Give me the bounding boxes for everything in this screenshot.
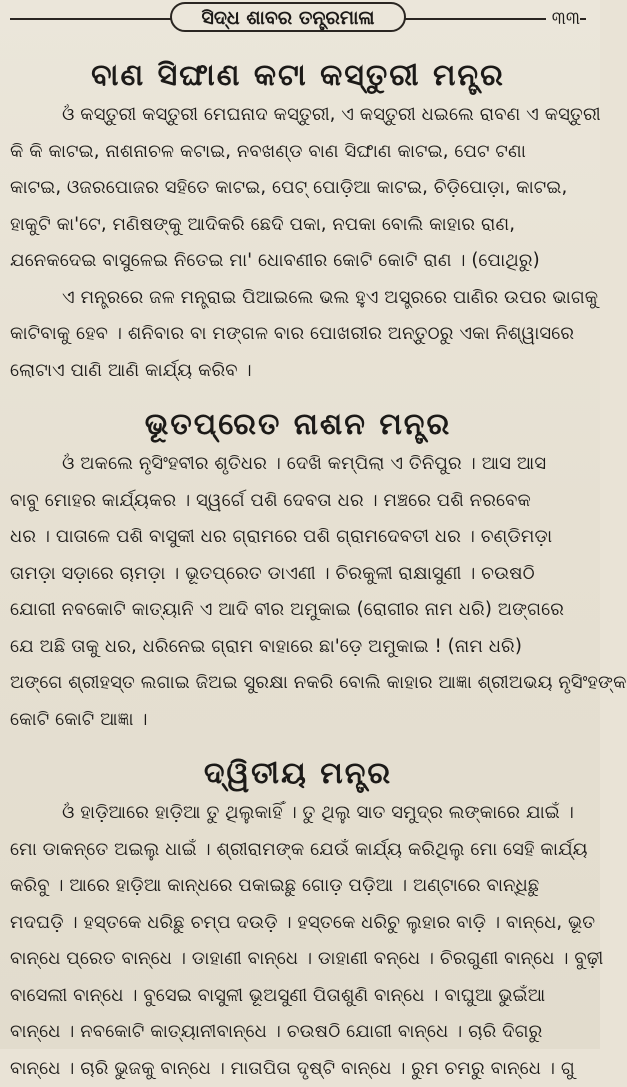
section-body-bana-singhana — [10, 97, 586, 389]
text-line: ଲୋଟାଏ ପାଣି ଆଣି କାର୍ଯ୍ୟ କରିବ । — [10, 353, 586, 390]
running-header — [10, 0, 586, 38]
section-body-bhutapreta — [10, 446, 586, 738]
text-line: ବାନ୍ଧେ ପ୍ରେତ ବାନ୍ଧେ । ଡାହାଣୀ ବାନ୍ଧେ । ଡାହାଣୀ ବନ୍ଧେ । ଚିରଗୁଣୀ ବାନ୍ଧେ । ବୁଢ଼ୀ — [10, 941, 586, 978]
text-line: କି କି କାଟଇ, ନାଶନାଚଳ କଟାଇ, ନବଖଣ୍ଡ ବାଣ ସିଙ୍ଘାଣ କାଟଇ, ପେଟ ଟଣା — [10, 134, 586, 171]
section-heading-bhutapreta: ଭୂତପ୍ରେତ ନାଶନ ମନ୍ତ୍ର — [10, 407, 586, 442]
text-line: କରିବୁ । ଆରେ ହାଡ଼ିଆ କାନ୍ଧରେ ପକାଇଛୁ ଗୋଡ଼ ପଡ଼ିଆ । ଅଣ୍ଟାରେ ବାନ୍ଧିଛୁ — [10, 868, 586, 905]
section-heading-bana-singhana: ବାଣ ସିଙ୍ଘାଣ କଟା କସ୍ତୁରୀ ମନ୍ତ୍ର — [10, 58, 586, 93]
text-line: କୋଟି କୋଟି ଆଜ୍ଞା । — [10, 702, 586, 739]
page-number: ୩୩ — [546, 8, 580, 29]
text-line: ଏ ମନ୍ତ୍ରରେ ଜଳ ମନ୍ତ୍ରାଇ ପିଆଇଲେ ଭଲ ହୁଏ ଅସ୍ତ୍ରରେ ପାଣିର ଉପର ଭାଗକୁ — [10, 280, 586, 317]
text-line: କାଟିବାକୁ ହେବ । ଶନିବାର ବା ମଙ୍ଗଳ ବାର ପୋଖରୀର ଅନ୍ତୁଠରୁ ଏକା ନିଶ୍ୱାସରେ — [10, 316, 586, 353]
text-line: ବାନ୍ଧେ । ନବକୋଟି କାତ୍ୟାନୀବାନ୍ଧେ । ଚଉଷଠି ଯୋଗୀ ବାନ୍ଧେ । ଚାରି ଦିଗରୁ — [10, 1014, 586, 1051]
text-line: ଓଁ ଅକଲେ ନୃସିଂହବୀର ଶୃତିଧର । ଦେଖି କମ୍ପିଲା ଏ ତିନିପୁର । ଆସ ଆସ — [10, 446, 586, 483]
text-line: ଯନେକଦେଇ ବାସୁଳେଇ ନିତେଇ ମା' ଧୋବଣୀର କୋଟି କୋଟି ରାଣ । (ପୋଥିରୁ) — [10, 243, 586, 280]
section-heading-dwitiya: ଦ୍ୱିତୀୟ ମନ୍ତ୍ର — [10, 756, 586, 791]
text-line: ବାନ୍ଧେ । ଚାରି ଭୁଜକୁ ବାନ୍ଧେ । ମାତାପିତା ଦୃଷ୍ଟି ବାନ୍ଧେ । ରୁମ ଚମରୁ ବାନ୍ଧେ । ଗୁ — [10, 1051, 586, 1087]
text-line: ଓଁ ହାଡ଼ିଆରେ ହାଡ଼ିଆ ତୁ ଥିଲୁକାହିଁ । ତୁ ଥିଲୁ ସାତ ସମୁଦ୍ର ଲଙ୍କାରେ ଯାଇଁ । — [10, 795, 586, 832]
text-line: ଧର । ପାତାଳେ ପଶି ବାସୁକୀ ଧର ଗ୍ରାମରେ ପଶି ଗ୍ରାମଦେବତୀ ଧର । ଚଣ୍ଡିମଡ଼ା — [10, 519, 586, 556]
text-line: ତାମଡ଼ା ସଡ଼ାରେ ଚାମଡ଼ା । ଭୂତପ୍ରେତ ଡାଏଣୀ । ଚିରକୁଳୀ ରାକ୍ଷାସୁଣୀ । ଚଉଷଠି — [10, 556, 586, 593]
text-line: ଯୋଗୀ ନବକୋଟି କାତ୍ୟାନି ଏ ଆଦି ବୀର ଅମୁକାଇ (ରୋଗୀର ନାମ ଧରି) ଅଙ୍ଗରେ — [10, 592, 586, 629]
text-line: ମଦଘଡ଼ି । ହସ୍ତକେ ଧରିଛୁ ଚମ୍ପ ଦଉଡ଼ି । ହସ୍ତକେ ଧରିଚୁ ଲୁହାର ବାଡ଼ି । ବାନ୍ଧେ, ଭୂତ — [10, 905, 586, 942]
text-line: ଓଁ କସ୍ତୁରୀ କସ୍ତୁରୀ ମେଘନାଦ କସ୍ତୁରୀ, ଏ କସ୍ତୁରୀ ଧଇଲେ ରାବଣ ଏ କସ୍ତୁରୀ — [10, 97, 586, 134]
text-line: ମୋ ଡାକନ୍ତେ ଅଇଲୁ ଧାଇଁ । ଶ୍ରୀରାମଙ୍କ ଯେଉଁ କାର୍ଯ୍ୟ କରିଥିଲୁ ମୋ ସେହି କାର୍ଯ୍ୟ — [10, 832, 586, 869]
text-line: ହାକୁଟି କା'ଟେ, ମଣିଷଙ୍କୁ ଆଦିକରି ଛେଦି ପକା, ନପକା ବୋଲି କାହାର ରାଣ, — [10, 207, 586, 244]
book-title: ସିଦ୍ଧ ଶାବର ତନ୍ତ୍ରମାଳା — [170, 2, 406, 32]
text-line: ଯେ ଅଛି ତାକୁ ଧର, ଧରିନେଇ ଗ୍ରାମ ବାହାରେ ଛା'ଡ଼େ ଅମୁକାଇ ! (ନାମ ଧରି) — [10, 629, 586, 666]
text-line: ବାବୁ ମୋହର କାର୍ଯ୍ୟକର । ସ୍ୱର୍ଗେ ପଶି ଦେବତା ଧର । ମଞ୍ଚରେ ପଶି ନରବେକ — [10, 483, 586, 520]
section-body-dwitiya — [10, 795, 586, 1087]
text-line: କାଟଇ, ଓଜରପୋଜର ସହିତେ କାଟଇ, ପେଟ୍ ପୋଡ଼ିଆ କାଟଇ, ଚିଡ଼ିପୋଡ଼ା, କାଟଇ, — [10, 170, 586, 207]
text-line: ବାସେଲୀ ବାନ୍ଧେ । ବୁସେଇ ବାସୁଳୀ ଭୂଅସୁଣୀ ପିତାଶୁଣି ବାନ୍ଧେ । ବାଘୁଆ ଭୁଇଁଆ — [10, 978, 586, 1015]
text-line: ଅଙ୍ଗେ ଶ୍ରୀହସ୍ତ ଲଗାଇ ଜିଅଇ ସୁରକ୍ଷା ନକରି ବୋଲି କାହାର ଆଜ୍ଞା ଶ୍ରୀଅଭୟ ନୃସିଂହଙ୍କ — [10, 665, 586, 702]
